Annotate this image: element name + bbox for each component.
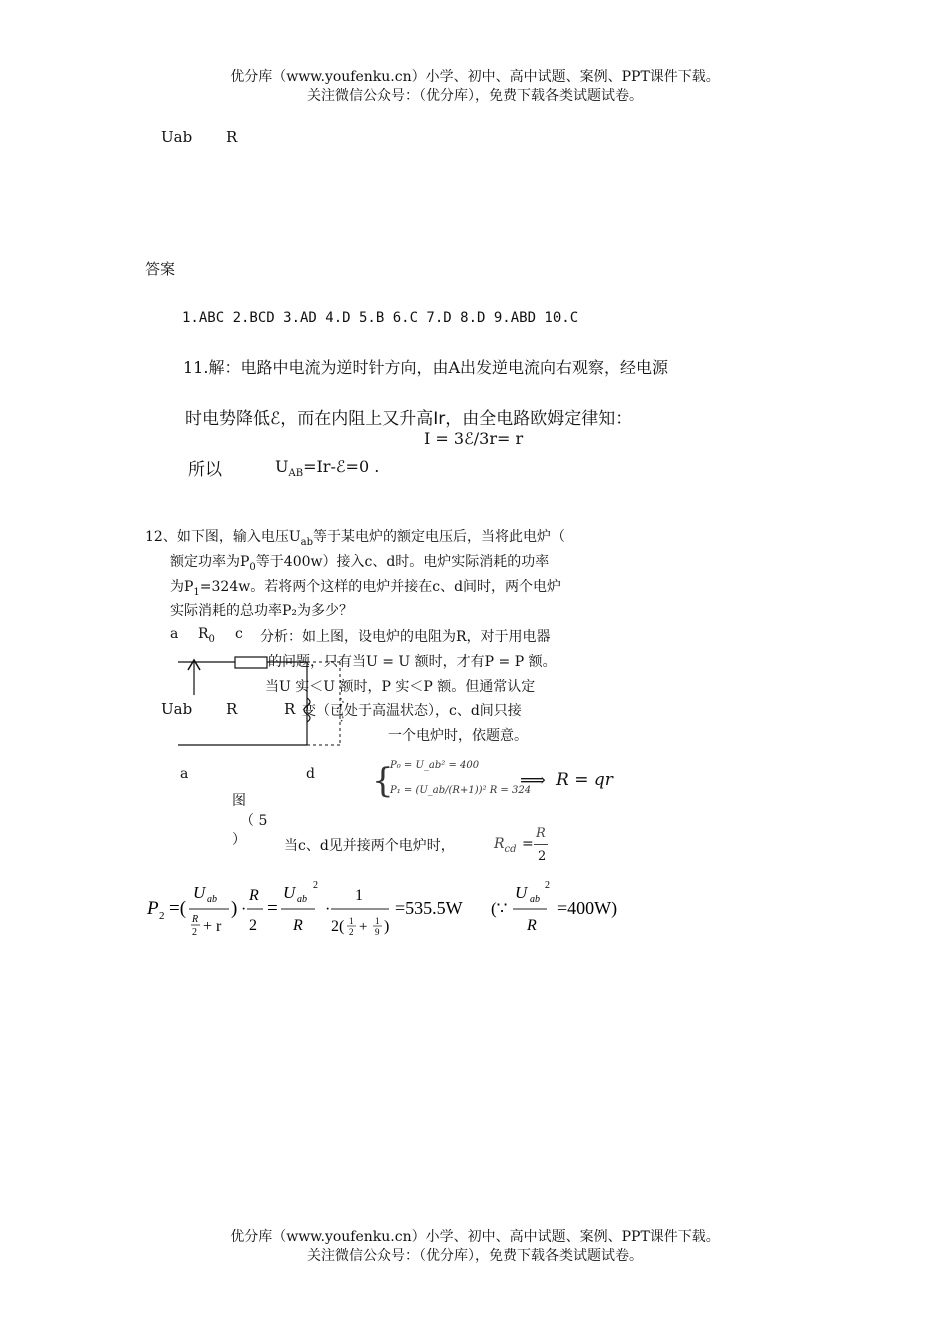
header-line-2: 关注微信公众号：（优分库），免费下载各类试题试卷。 [307,88,643,104]
formula-dot-2: · [325,901,331,918]
q11-so: 所以 [188,460,222,480]
formula-half-den: 2 [349,927,354,937]
rcd-denominator: 2 [538,849,547,864]
formula-close-2: ) [384,918,390,935]
formula-plus-r: + r [203,918,222,935]
analysis-line-3: 当U 实＜U 额时，P 实＜P 额。但通常认定 [265,679,536,695]
formula-ninth-num: 1 [375,916,380,926]
final-formula [145,878,635,940]
q11-uab-rest: =Ir-ℰ=0 . [303,457,380,476]
label-r0-sub: 0 [208,633,215,645]
resistor-r0 [235,657,267,668]
header-line-1: 优分库（www.youfenku.cn）小学、初中、高中试题、案例、PPT课件下载。 [230,69,720,85]
formula-square-2: 2 [545,880,550,891]
system-eq-1: P₀ = U_ab² = 400 [390,760,480,771]
formula-uab-3-sub: ab [530,894,540,905]
q12-line-3-a: 为P [170,579,194,595]
analysis-line-2: 的问题，只有当U = U 额时，才有P = P 额。 [268,654,557,670]
formula-r-den: R [293,917,303,934]
label-r0-main: R [198,626,209,642]
given-value: =400W) [557,898,618,918]
answers-heading: 答案 [145,260,176,278]
q12-line-1-a: 12、如下图，输入电压U [145,529,301,545]
formula-2-den: 2 [249,917,257,934]
q11-uab-sub: AB [288,468,304,480]
p2-symbol: P [147,898,159,919]
system-brace: { [372,761,394,801]
label-c: c [235,626,243,642]
label-d: d [306,766,315,782]
formula-uab-2: U [283,883,296,902]
formula-uab-3: U [515,883,528,902]
q12-line-1 [145,526,565,548]
formula-plus: + [359,919,368,935]
formula-close-paren: ) [231,898,238,919]
rcd-equals: = [522,836,534,852]
q12-line-1-sub: ab [300,536,313,548]
rcd-label [494,836,517,855]
formula-eq-2: = [267,898,278,919]
footer-line-1: 优分库（www.youfenku.cn）小学、初中、高中试题、案例、PPT课件下载。 [230,1229,720,1245]
formula-r-half-num: R [192,914,199,925]
rcd-main: R [494,836,505,852]
q12-line-2-a: 额定功率为P [170,554,250,570]
implies-arrow: ⟹ [520,770,546,791]
formula-uab-1: U [193,883,206,902]
analysis-line-1: 分析：如上图，设电炉的电阻为R，对于用电器 [260,629,551,645]
rcd-fraction-bar [534,844,548,845]
rcd-sub: cd [504,843,517,855]
formula-half-num: 1 [349,916,354,926]
formula-square-1: 2 [313,880,318,891]
q12-line-3-sub: 1 [193,586,200,598]
system-eq-2: P₁ = (U_ab/(R+1))² R = 324 [390,785,532,796]
top-label-r: R [226,128,238,146]
choice-answers: 1.ABC 2.BCD 3.AD 4.D 5.B 6.C 7.D 8.D 9.ABD 10.C [182,310,579,326]
q12-line-3-b: =324w。若将两个这样的电炉并接在c、d间时，两个电炉 [199,579,562,595]
formula-dot-1: · [241,901,247,918]
q12-line-4: 实际消耗的总功率P₂为多少？ [170,603,354,619]
formula-2-paren: 2( [331,918,345,935]
formula-r-half-den: 2 [192,927,197,938]
label-a-bottom: a [180,766,189,782]
parallel-text: 当c、d见并接两个电炉时， [284,838,455,854]
system-result: R = qr [556,770,613,790]
q12-line-1-b: 等于某电炉的额定电压后，当将此电炉（ [313,529,565,545]
q12-line-2-sub: 0 [249,561,256,573]
label-r: R [226,700,238,718]
q11-line-1: 11.解：电路中电流为逆时针方向，由A出发逆电流向右观察，经电源 [183,358,669,377]
q11-uab-main: U [275,457,289,476]
top-label-uab: Uab [161,128,193,146]
formula-eq-paren: =( [169,898,187,919]
p2-subscript: 2 [159,910,165,922]
label-r2: R [284,700,296,718]
q12-line-2-b: 等于400w）接入c、d时。电炉实际消耗的功率 [255,554,550,570]
analysis-line-5: 一个电炉时，依题意。 [388,728,528,744]
formula-r-den-2: R [527,917,537,934]
figure-caption-2: （ 5 [240,813,268,829]
final-value: =535.5W [395,898,463,918]
footer-line-2: 关注微信公众号：（优分库），免费下载各类试题试卷。 [307,1248,643,1264]
q11-line-2: 时电势降低ℰ，而在内阻上又升高Ir，由全电路欧姆定律知： [185,409,633,429]
formula-ninth-den: 9 [375,927,380,937]
q11-uab-result [275,457,379,479]
formula-uab-2-sub: ab [297,894,307,905]
label-a-top: a [170,626,179,642]
q12-line-3 [170,576,561,598]
because-symbol: (∵ [491,899,508,918]
formula-one-num: 1 [355,887,363,904]
figure-caption-1: 图 [232,793,246,809]
rcd-numerator: R [536,826,546,841]
formula-uab-1-sub: ab [207,894,217,905]
q12-line-2 [170,551,549,573]
q11-equation: I = 3ℰ/3r= r [424,429,524,448]
figure-caption-3: ） [232,832,246,848]
label-uab: Uab [161,700,193,718]
label-r0 [198,626,215,645]
analysis-line-4: 变（已处于高温状态），c、d间只接 [302,703,522,719]
formula-r-num: R [249,887,259,904]
